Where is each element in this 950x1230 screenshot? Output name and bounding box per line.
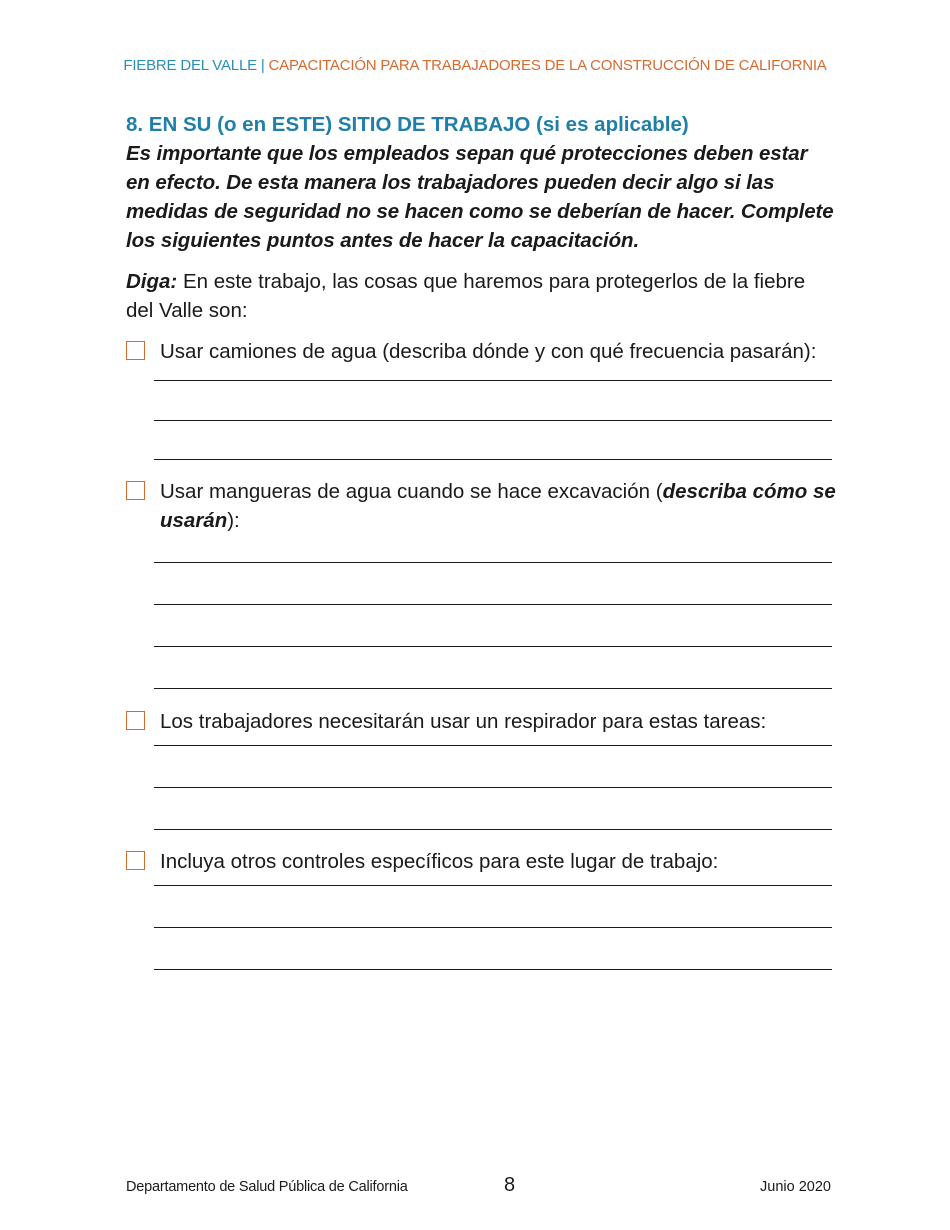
say-paragraph	[126, 267, 836, 325]
item-label	[160, 477, 836, 535]
write-line[interactable]	[154, 886, 832, 928]
page-footer	[126, 1176, 831, 1200]
header-separator: |	[256, 57, 269, 74]
page-number: 8	[504, 1174, 516, 1196]
write-line[interactable]	[154, 381, 832, 421]
footer-date: Junio 2020	[760, 1179, 831, 1195]
write-line[interactable]	[154, 876, 832, 886]
say-lead: Diga:	[126, 270, 178, 293]
checklist-item-water-trucks	[126, 337, 836, 366]
header-title: CAPACITACIÓN PARA TRABAJADORES DE LA CONSTRUCCIÓN DE CALIFORNIA	[268, 57, 827, 74]
write-line[interactable]	[154, 746, 832, 788]
checklist-item-water-hoses	[126, 477, 836, 535]
write-line[interactable]	[154, 605, 832, 647]
page-content	[126, 111, 836, 970]
item-label-part: ):	[227, 509, 240, 532]
item-label: Usar camiones de agua (describa dónde y con qué frecuencia pasarán):	[160, 340, 817, 363]
write-line[interactable]	[154, 788, 832, 830]
item-label-emphasis: describa cómo se usarán	[160, 480, 836, 532]
item-label-part: Usar mangueras de agua cuando se hace excavación (	[160, 480, 663, 503]
write-line[interactable]	[154, 736, 832, 746]
write-line[interactable]	[154, 563, 832, 605]
item-label: Incluya otros controles específicos para este lugar de trabajo:	[160, 850, 719, 873]
write-line[interactable]	[154, 366, 832, 381]
write-line[interactable]	[154, 928, 832, 970]
say-text: En este trabajo, las cosas que haremos para protegerlos de la fiebre del Valle son:	[126, 270, 806, 322]
section-intro: Es importante que los empleados sepan qué protecciones deben estar en efecto. De esta manera los trabajadores pueden decir algo si las medidas de seguridad no se hacen como se deberían de hacer. Complete los siguientes puntos antes de hacer la capacitación.	[126, 142, 834, 252]
write-line[interactable]	[154, 647, 832, 689]
write-line[interactable]	[154, 535, 832, 563]
write-line[interactable]	[154, 421, 832, 460]
footer-department: Departamento de Salud Pública de California	[126, 1179, 408, 1195]
checkbox-icon[interactable]	[126, 711, 145, 730]
checklist-item-other-controls	[126, 847, 836, 876]
section-title: 8. EN SU (o en ESTE) SITIO DE TRABAJO (si es aplicable)	[126, 113, 689, 136]
item-label: Los trabajadores necesitarán usar un respirador para estas tareas:	[160, 710, 767, 733]
checkbox-icon[interactable]	[126, 481, 145, 500]
running-header	[0, 57, 950, 74]
checkbox-icon[interactable]	[126, 851, 145, 870]
header-program: FIEBRE DEL VALLE	[123, 57, 257, 74]
checkbox-icon[interactable]	[126, 341, 145, 360]
checklist-item-respirator	[126, 707, 836, 736]
